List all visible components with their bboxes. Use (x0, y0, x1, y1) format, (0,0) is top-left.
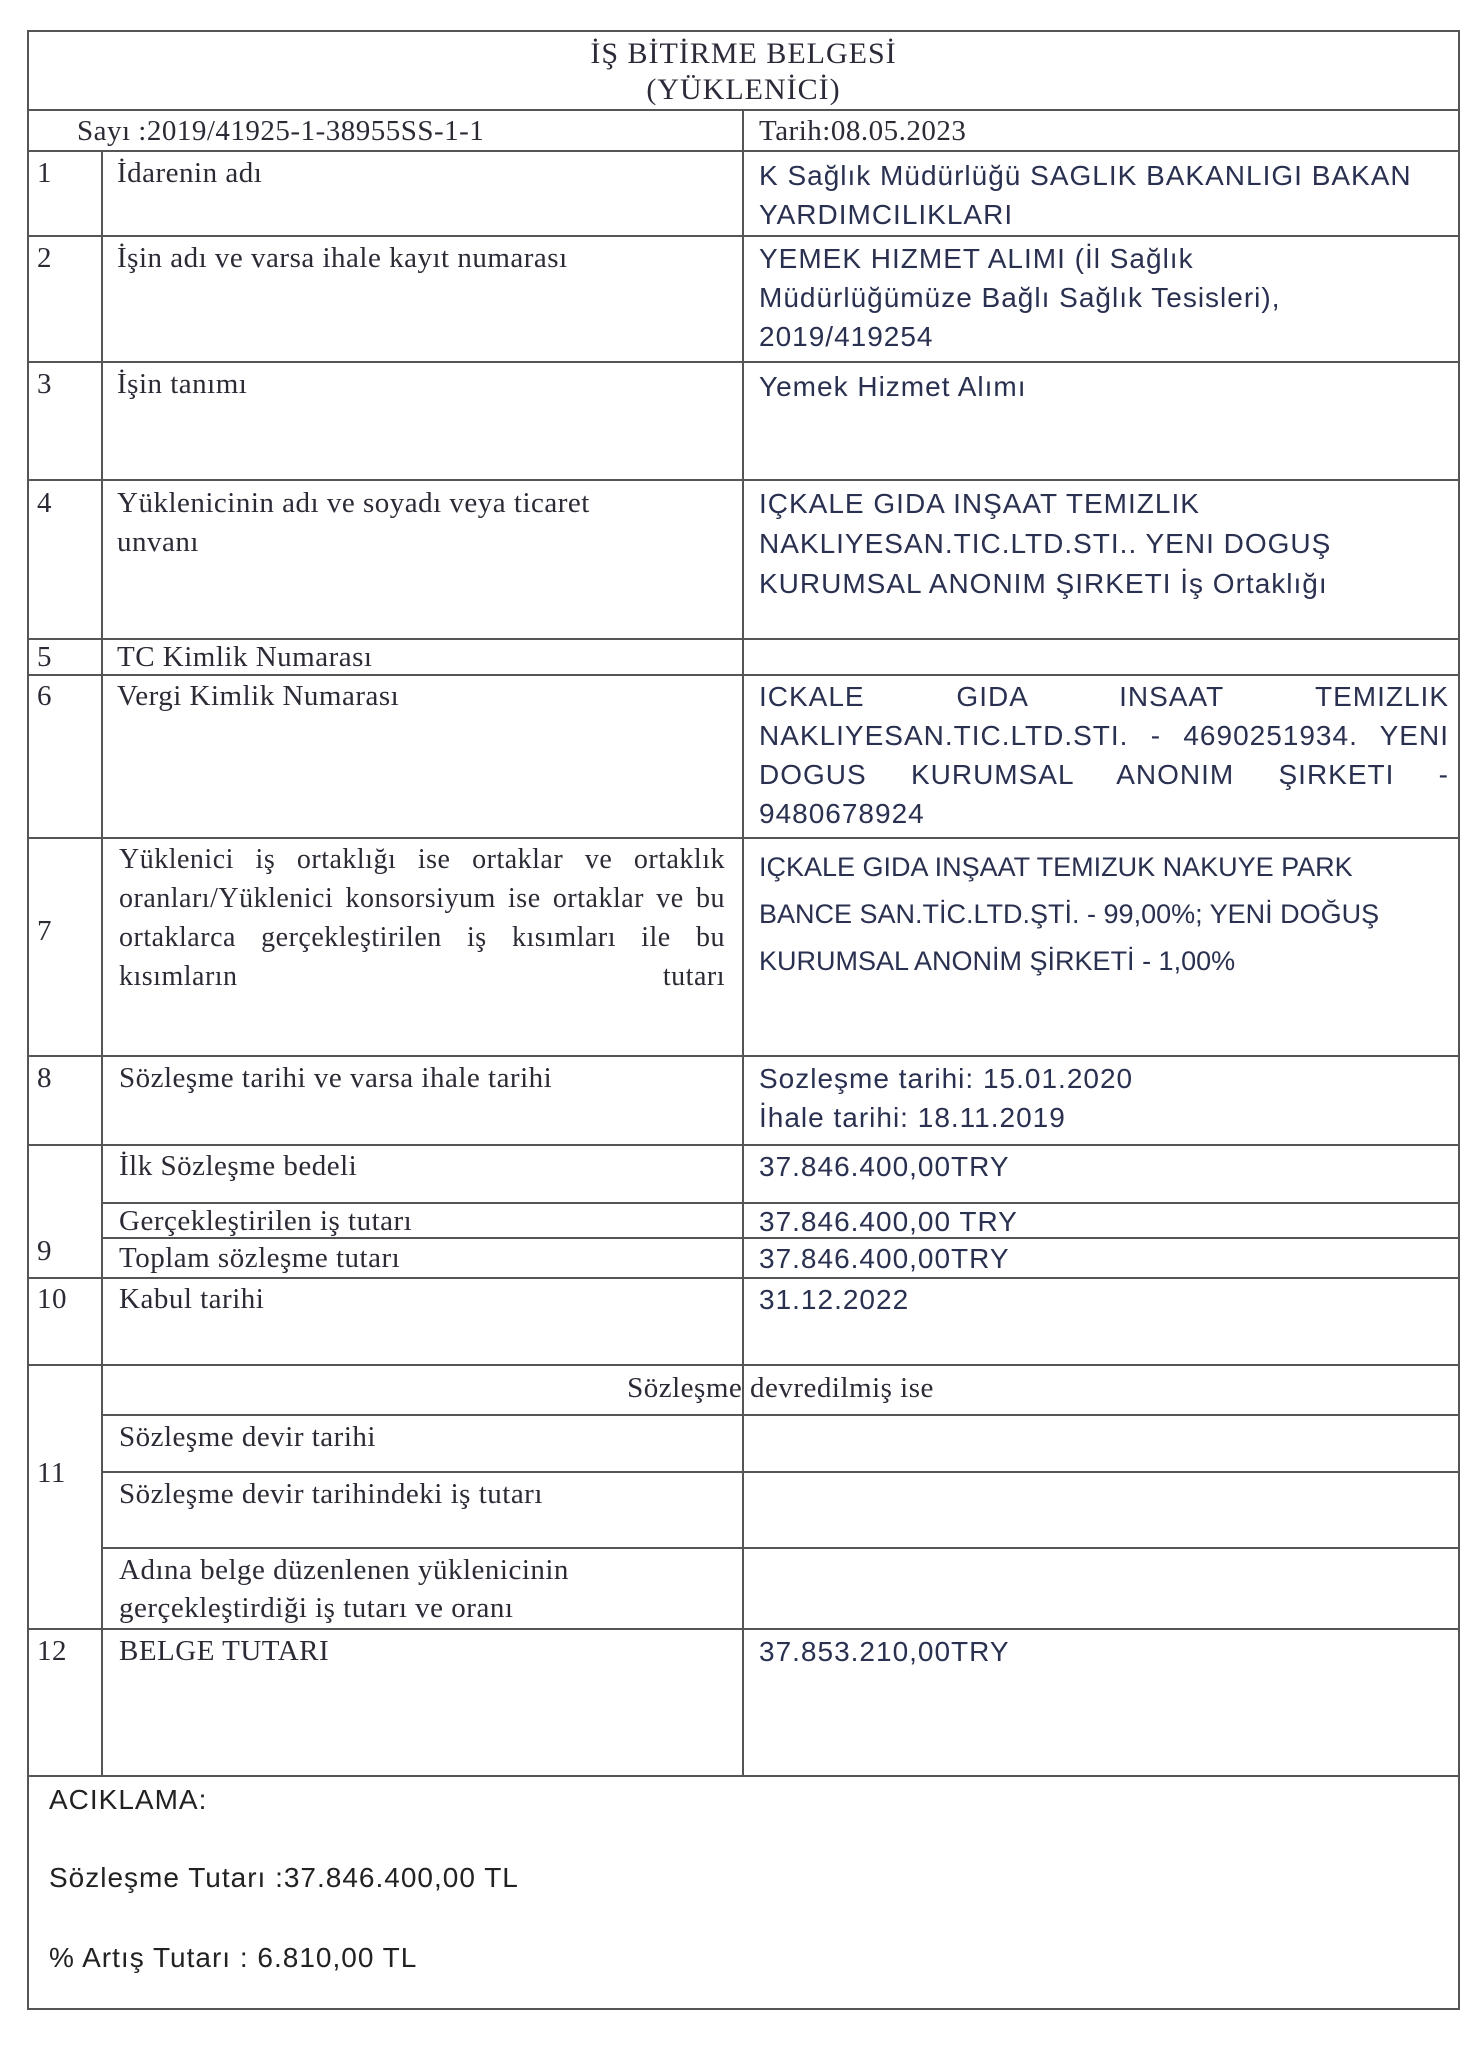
row-number: 8 (37, 1062, 52, 1094)
row-label: Kabul tarihi (119, 1283, 265, 1315)
row-label: Sözleşme tarihi ve varsa ihale tarihi (119, 1062, 553, 1094)
row-number: 5 (37, 641, 52, 673)
row-label: TC Kimlik Numarası (117, 641, 373, 673)
notes-title: ACIKLAMA: (49, 1784, 208, 1815)
row-number: 7 (37, 915, 52, 947)
row-value: 37.846.400,00TRY (759, 1243, 1010, 1274)
contract-date: Sozleşme tarihi: 15.01.2020 (759, 1063, 1134, 1094)
row-label: Vergi Kimlik Numarası (117, 680, 400, 712)
row-label: BELGE TUTARI (119, 1635, 330, 1667)
row-value: 31.12.2022 (759, 1284, 910, 1315)
row-number: 3 (37, 368, 52, 400)
row-number: 11 (37, 1457, 66, 1489)
tender-date: İhale tarihi: 18.11.2019 (759, 1102, 1066, 1133)
document-subtitle: (YÜKLENİCİ) (646, 73, 841, 106)
row-number: 10 (37, 1283, 67, 1315)
row-label: İşin adı ve varsa ihale kayıt numarası (117, 242, 568, 274)
row-number: 2 (37, 242, 52, 274)
row-number: 9 (37, 1235, 52, 1267)
row-value: IÇKALE GIDA INŞAAT TEMIZLIK NAKLIYESAN.TIC.LTD.STI.. YENI DOGUŞ KURUMSAL ANONIM ŞIRKETI İş Ortaklığı (759, 488, 1332, 599)
row-label: Toplam sözleşme tutarı (119, 1242, 401, 1274)
notes-line: % Artış Tutarı : 6.810,00 TL (49, 1942, 418, 1973)
row-value: K Sağlık Müdürlüğü SAGLIK BAKANLIGI BAKAN YARDIMCILIKLARI (759, 160, 1412, 230)
row-value: YEMEK HIZMET ALIMI (İl Sağlık Müdürlüğümüze Bağlı Sağlık Tesisleri), 2019/419254 (759, 243, 1281, 352)
row-value: IÇKALE GIDA INŞAAT TEMIZUK NAKUYE PARK BANCE SAN.TİC.LTD.ŞTİ. - 99,00%; YENİ DOĞUŞ KURUMSAL ANONİM ŞİRKETİ - 1,00% (759, 852, 1380, 976)
row-label: Adına belge düzenlenen yüklenicinin gerçekleştirdiği iş tutarı ve oranı (119, 1554, 569, 1624)
document-number: Sayı :2019/41925-1-38955SS-1-1 (77, 115, 485, 147)
certificate-document (27, 30, 1460, 2010)
row-label: İşin tanımı (117, 368, 248, 400)
row-number: 4 (37, 487, 52, 519)
row-value: 37.846.400,00 TRY (759, 1206, 1018, 1237)
row-label: Gerçekleştirilen iş tutarı (119, 1205, 413, 1237)
row-value: ICKALE GIDA INSAAT TEMIZLIK NAKLIYESAN.TIC.LTD.STI. - 4690251934. YENI DOGUS KURUMSAL ANONIM ŞIRKETI - 9480678924 (759, 681, 1449, 829)
row-label: Sözleşme devir tarihindeki iş tutarı (119, 1478, 543, 1510)
section-header: Sözleşme devredilmiş ise (627, 1372, 934, 1404)
row-number: 6 (37, 680, 52, 712)
row-value: 37.853.210,00TRY (759, 1636, 1010, 1667)
row-label: Sözleşme devir tarihi (119, 1421, 376, 1453)
row-number: 12 (37, 1635, 67, 1667)
document-header (29, 32, 1458, 114)
row-label: İlk Sözleşme bedeli (119, 1150, 358, 1182)
notes-line: Sözleşme Tutarı :37.846.400,00 TL (49, 1862, 519, 1893)
row-label: Yüklenicinin adı ve soyadı veya ticaret unvanı (117, 487, 590, 558)
row-number: 1 (37, 157, 52, 189)
row-label: İdarenin adı (117, 157, 263, 189)
document-title: İŞ BİTİRME BELGESİ (590, 37, 897, 70)
row-value: 37.846.400,00TRY (759, 1151, 1010, 1182)
row-label: Yüklenici iş ortaklığı ise ortaklar ve ortaklık oranları/Yüklenici konsorsiyum ise ortaklar ve bu ortaklarca gerçekleştirilen iş kısımları ile bu kısımların tutarı (119, 844, 725, 992)
row-value: Yemek Hizmet Alımı (759, 371, 1027, 402)
document-date: Tarih:08.05.2023 (759, 115, 967, 147)
